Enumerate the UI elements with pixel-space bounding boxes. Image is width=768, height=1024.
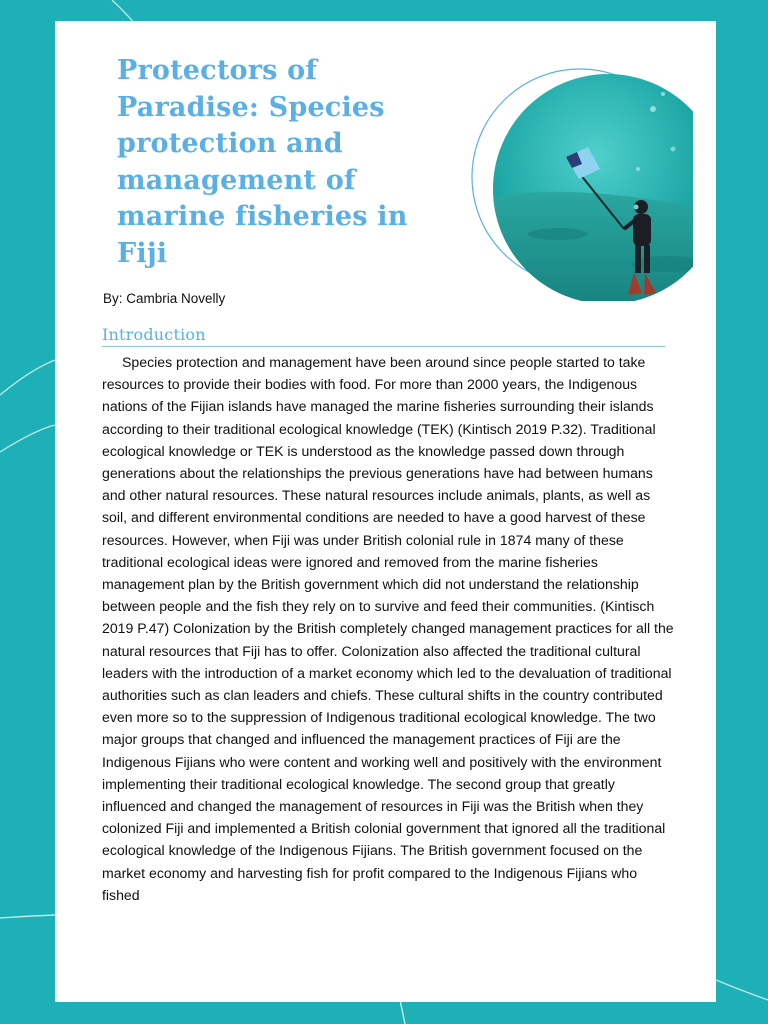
section-heading-introduction: Introduction <box>102 325 206 344</box>
document-page <box>55 21 716 1002</box>
header-photo <box>448 49 693 301</box>
section-divider <box>102 346 665 347</box>
body-paragraph: Species protection and management have been around since people started to take resources to provide their bodies with food. For more than 2000 years, the Indigenous nations of the Fijian islands have managed the marine fisheries surrounding their islands according to their traditional ecological knowledge (TEK) (Kintisch 2019 P.32). Traditional ecological knowledge or TEK is understood as the knowledge passed down through generations about the relationships the previous generations have had between humans and other natural resources. These natural resources include animals, plants, as well as soil, and different environmental conditions are needed to have a good harvest of these resources. However, when Fiji was under British colonial rule in 1874 many of these traditional ecological ideas were ignored and removed from the marine fisheries management plan by the British government which did not understand the relationship between people and the fish they rely on to survive and feed their communities. (Kintisch 2019 P.47) Colonization by the British completely changed management practices for all the natural resources that Fiji has to offer. Colonization also affected the traditional cultural leaders with the introduction of a market economy which led to the devaluation of traditional authorities such as clan leaders and chiefs. These cultural shifts in the country contributed even more so to the suppression of Indigenous traditional ecological knowledge. The two major groups that changed and influenced the management practices of Fiji are the Indigenous Fijians who were content and working well and positively with the environment implementing their traditional ecological knowledge. The second group that greatly influenced and changed the management of resources in Fiji was the British when they colonized Fiji and implemented a British colonial government that ignored all the traditional ecological knowledge of the Indigenous Fijians. The British government focused on the market economy and harvesting fish for profit compared to the Indigenous Fijians who fished <box>102 354 674 903</box>
byline: By: Cambria Novelly <box>103 291 226 306</box>
diver-photo <box>448 49 693 301</box>
document-title: Protectors of Paradise: Species protection and management of marine fisheries in Fiji <box>117 55 408 269</box>
